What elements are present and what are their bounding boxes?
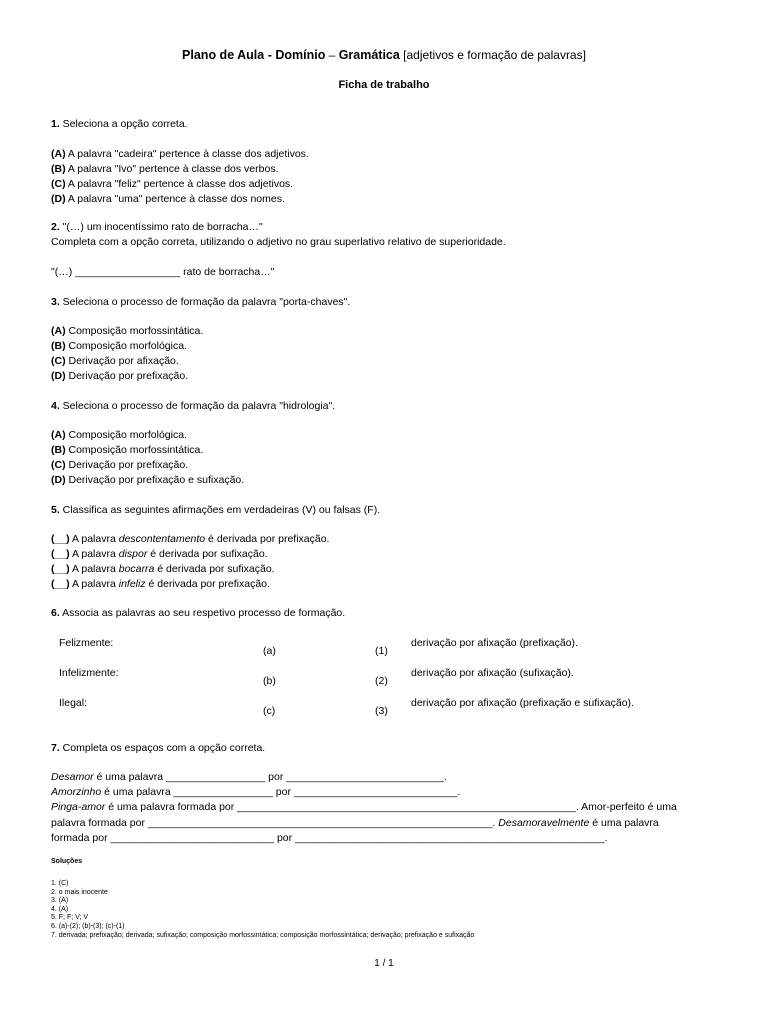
match-letter-a: (a) <box>263 645 276 657</box>
match-word-3: Ilegal: <box>59 697 88 709</box>
question-text: Associa as palavras ao seu respetivo processo de formação. <box>59 607 346 619</box>
question-4 <box>51 399 335 414</box>
document-subtitle: Ficha de trabalho <box>338 79 430 91</box>
q7-line-4 <box>51 816 677 831</box>
question-text: Seleciona a opção correta. <box>59 118 188 130</box>
statement-word: dispor <box>118 548 148 560</box>
match-process-1: derivação por afixação (prefixação). <box>411 637 578 649</box>
title-subject: Gramática <box>338 48 400 62</box>
option-letter: (D) <box>51 370 66 382</box>
solution-line: 2. o mais inocente <box>51 888 108 896</box>
question-text: Seleciona o processo de formação da palavra "porta-chaves". <box>59 296 351 308</box>
question-number: 7. <box>51 742 60 754</box>
solution-line: 3. (A) <box>51 897 69 905</box>
statement-text: é derivada por prefixação. <box>205 533 330 545</box>
question-1 <box>51 117 188 132</box>
question-6 <box>51 606 345 621</box>
option-letter: (D) <box>51 193 66 205</box>
option-text: Composição morfossintática. <box>65 444 204 456</box>
question-5 <box>51 503 380 518</box>
statement-text: é derivada por prefixação. <box>145 578 270 590</box>
match-process-2: derivação por afixação (sufixação). <box>411 667 574 679</box>
q7-line-5: formada por ____________________________ por _____________________________________________________. <box>51 831 608 844</box>
option-text: Derivação por prefixação. <box>65 370 189 382</box>
match-number-2: (2) <box>375 675 388 687</box>
answer-blank: (__) <box>51 548 70 560</box>
solution-line: 5. F; F; V; V <box>51 914 89 922</box>
match-letter-b: (b) <box>263 675 276 687</box>
target-word: Pinga-amor <box>51 801 106 814</box>
title-dash: – <box>325 48 339 62</box>
option-text: A palavra "Ivo" pertence à classe dos verbos. <box>65 163 279 175</box>
question-text: "(…) um inocentíssimo rato de borracha…" <box>59 221 263 233</box>
question-number: 2. <box>51 221 60 233</box>
option-letter: (C) <box>51 459 66 471</box>
solution-line: 1. (C) <box>51 880 69 887</box>
option-text: Derivação por prefixação. <box>65 459 189 471</box>
question-instruction: Completa com a opção correta, utilizando o adjetivo no grau superlativo relativo de superioridade. <box>51 236 506 248</box>
option-text: Derivação por prefixação e sufixação. <box>65 474 245 486</box>
document-title <box>0 48 768 62</box>
solution-line: 7. derivada; prefixação; derivada; sufixação; composição morfossintática; composição morfossintática; derivação; prefixação e sufixação <box>51 931 475 939</box>
statement-text: A palavra <box>69 533 119 545</box>
fill-text: é uma palavra <box>589 816 659 829</box>
option-text: A palavra "uma" pertence à classe dos nomes. <box>65 193 285 205</box>
question-number: 3. <box>51 296 60 308</box>
solution-line: 6. (a)-(2); (b)-(3); (c)-(1) <box>51 922 125 930</box>
option-a <box>51 324 203 339</box>
option-letter: (B) <box>51 340 66 352</box>
title-rest: [adjetivos e formação de palavras] <box>399 48 586 62</box>
question-number: 6. <box>51 607 60 619</box>
question-1-options <box>51 147 309 207</box>
statement-text: é derivada por sufixação. <box>154 563 275 575</box>
statement-word: infeliz <box>118 578 146 590</box>
question-text: Completa os espaços com a opção correta. <box>59 742 266 754</box>
solutions-list <box>51 880 474 940</box>
option-letter: (A) <box>51 429 66 441</box>
statement-word: bocarra <box>118 563 155 575</box>
statement-text: é derivada por sufixação. <box>147 548 268 560</box>
fill-text: é uma palavra formada por __________________________________________________________. Amor-perfeito é uma <box>105 801 677 814</box>
option-letter: (B) <box>51 444 66 456</box>
option-letter: (C) <box>51 355 66 367</box>
option-text: Composição morfossintática. <box>65 325 204 337</box>
question-number: 1. <box>51 118 60 130</box>
statement-text: A palavra <box>69 548 119 560</box>
statement-word: descontentamento <box>118 533 206 545</box>
option-b <box>51 339 203 354</box>
target-word: Amorzinho <box>51 786 102 799</box>
option-c <box>51 354 203 369</box>
question-2-fill: "(…) __________________ rato de borracha…" <box>51 266 275 278</box>
option-letter: (A) <box>51 325 66 337</box>
option-d <box>51 369 203 384</box>
question-text: Seleciona o processo de formação da palavra "hidrologia". <box>59 400 336 412</box>
statement-text: A palavra <box>69 563 119 575</box>
match-number-3: (3) <box>375 705 388 717</box>
page-number: 1 / 1 <box>374 958 394 969</box>
option-text: Composição morfológica. <box>65 340 187 352</box>
question-7-body <box>51 770 677 846</box>
match-word-1: Felizmente: <box>59 637 114 649</box>
option-c <box>51 458 244 473</box>
match-number-1: (1) <box>375 645 388 657</box>
target-word: Desamoravelmente <box>498 816 590 829</box>
statement-text: A palavra <box>69 578 119 590</box>
option-d <box>51 473 244 488</box>
fill-text: é uma palavra _________________ por ___________________________. <box>93 771 447 783</box>
option-text: Composição morfológica. <box>65 429 187 441</box>
option-letter: (A) <box>51 148 66 160</box>
match-process-3: derivação por afixação (prefixação e sufixação). <box>411 697 634 709</box>
question-5-items <box>51 532 329 592</box>
statement-4 <box>51 577 329 592</box>
option-text: Derivação por afixação. <box>65 355 179 367</box>
option-a <box>51 147 309 162</box>
question-number: 4. <box>51 400 60 412</box>
question-3 <box>51 295 350 310</box>
target-word: Desamor <box>51 771 94 783</box>
q7-line-3 <box>51 800 677 815</box>
statement-2 <box>51 547 329 562</box>
option-letter: (B) <box>51 163 66 175</box>
match-letter-c: (c) <box>263 705 276 717</box>
option-text: A palavra "feliz" pertence à classe dos adjetivos. <box>65 178 294 190</box>
q7-line-2 <box>51 785 677 800</box>
option-b <box>51 162 309 177</box>
option-text: A palavra "cadeira" pertence à classe dos adjetivos. <box>65 148 309 160</box>
answer-blank: (__) <box>51 533 70 545</box>
option-letter: (D) <box>51 474 66 486</box>
answer-blank: (__) <box>51 563 70 575</box>
question-4-options <box>51 428 244 488</box>
option-d <box>51 192 309 207</box>
question-3-options <box>51 324 203 384</box>
option-c <box>51 177 309 192</box>
statement-3 <box>51 562 329 577</box>
fill-text: palavra formada por ___________________________________________________________. <box>51 816 499 829</box>
q7-line-1 <box>51 770 677 785</box>
question-7 <box>51 741 265 756</box>
question-number: 5. <box>51 504 60 516</box>
solutions-title: Soluções <box>51 858 83 865</box>
option-b <box>51 443 244 458</box>
match-word-2: Infelizmente: <box>59 667 119 679</box>
option-a <box>51 428 244 443</box>
title-main: Plano de Aula - Domínio <box>182 48 326 62</box>
question-text: Classifica as seguintes afirmações em verdadeiras (V) ou falsas (F). <box>59 504 381 516</box>
option-letter: (C) <box>51 178 66 190</box>
answer-blank: (__) <box>51 578 70 590</box>
question-2 <box>51 220 506 250</box>
fill-text: é uma palavra _________________ por ____________________________. <box>101 786 461 799</box>
solution-line: 4. (A) <box>51 905 69 913</box>
statement-1 <box>51 532 329 547</box>
